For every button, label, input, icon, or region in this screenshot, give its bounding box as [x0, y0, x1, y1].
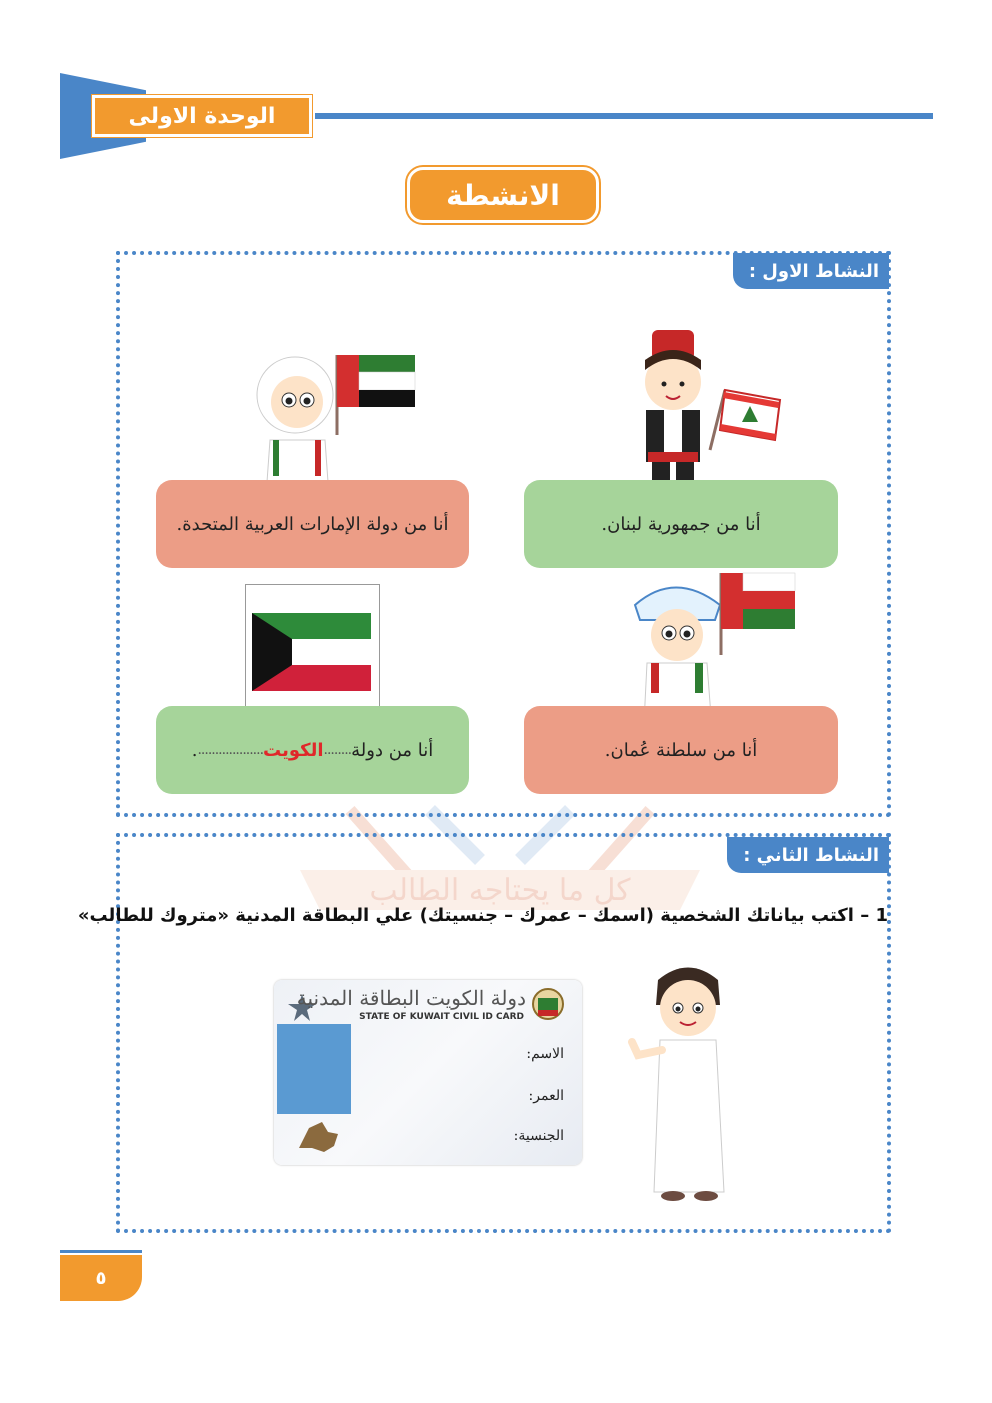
id-card-title-arabic: دولة الكويت البطاقة المدنية — [296, 986, 526, 1010]
section-title: الانشطة — [407, 167, 599, 223]
kuwait-flag-card — [245, 584, 380, 726]
blank-dots-2: ................... — [197, 742, 264, 758]
id-field-nationality: الجنسية: — [513, 1128, 564, 1144]
id-field-name: الاسم: — [526, 1046, 564, 1062]
kuwait-flag-icon — [252, 613, 371, 691]
watermark-text: كل ما يحتاجه الطالب — [369, 873, 631, 908]
lebanon-speech-box: أنا من جمهورية لبنان. — [524, 480, 838, 568]
page-number: ٥ — [60, 1255, 142, 1301]
kuwait-prefix: أنا من دولة — [351, 739, 434, 761]
kuwait-speech-box — [156, 706, 469, 794]
oman-speech-box: أنا من سلطنة عُمان. — [524, 706, 838, 794]
id-photo-placeholder — [277, 1024, 351, 1114]
boy-pointing-illustration — [628, 960, 738, 1205]
activity-2-instruction: 1 – اكتب بياناتك الشخصية (اسمك – عمرك – جنسيتك) علي البطاقة المدنية «متروك للطالب» — [77, 905, 888, 926]
unit-title: الوحدة الاولى — [92, 95, 312, 137]
kuwait-map-icon — [294, 1118, 344, 1156]
activity-2-label: النشاط الثاني : — [727, 837, 889, 873]
header-divider — [315, 113, 933, 119]
kuwait-suffix: . — [191, 739, 198, 761]
id-card-title-english: STATE OF KUWAIT CIVIL ID CARD — [359, 1012, 524, 1022]
id-field-age: العمر: — [528, 1088, 564, 1104]
activity-1-label: النشاط الاول : — [733, 253, 889, 289]
kuwait-emblem-icon — [528, 984, 568, 1028]
answer-text: الكويت — [263, 739, 324, 761]
footer-divider — [60, 1250, 142, 1253]
uae-speech-box: أنا من دولة الإمارات العربية المتحدة. — [156, 480, 469, 568]
blank-dots-1: ........ — [323, 742, 352, 758]
civil-id-card — [274, 980, 582, 1165]
